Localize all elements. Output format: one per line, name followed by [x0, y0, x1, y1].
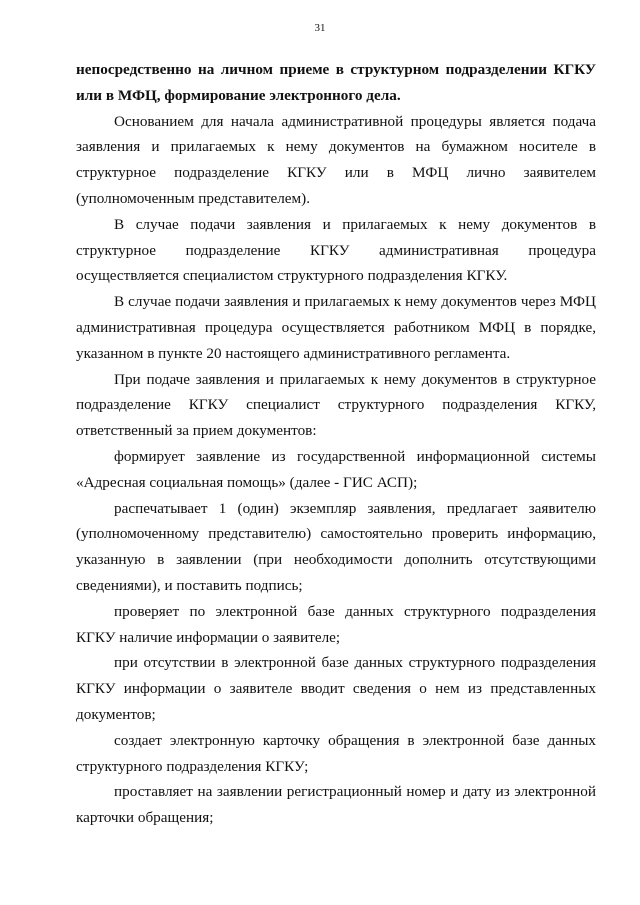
paragraph-kgku-submission: В случае подачи заявления и прилагаемых к нему документов в структурное подразделение КГКУ административная процедура осуществляется специалистом структурного подразделения КГКУ. — [76, 215, 596, 285]
paragraph-continuation-heading: непосредственно на личном приеме в структурном подразделении КГКУ или в МФЦ, формирование электронного дела. — [76, 61, 596, 104]
paragraph-basis: Основанием для начала административной процедуры является подача заявления и прилагаемых к нему документов на бумажном носителе в структурное подразделение КГКУ или в МФЦ лично заявителем (уполномоченным представителем). — [76, 112, 596, 207]
list-item-form-application: формирует заявление из государственной информационной системы «Адресная социальная помощь» (далее - ГИС АСП); — [76, 447, 596, 491]
list-item-create-card: создает электронную карточку обращения в электронной базе данных структурного подразделения КГКУ; — [76, 731, 596, 775]
document-body — [76, 57, 596, 831]
list-item-check-database: проверяет по электронной базе данных структурного подразделения КГКУ наличие информации о заявителе; — [76, 602, 596, 646]
paragraph-mfc-submission: В случае подачи заявления и прилагаемых к нему документов через МФЦ административная процедура осуществляется работником МФЦ в порядке, указанном в пункте 20 настоящего административного регламента. — [76, 293, 596, 362]
paragraph-specialist-duties: При подаче заявления и прилагаемых к нему документов в структурное подразделение КГКУ специалист структурного подразделения КГКУ, ответственный за прием документов: — [76, 370, 596, 440]
list-item-registration-number: проставляет на заявлении регистрационный номер и дату из электронной карточки обращения; — [76, 783, 596, 827]
list-item-enter-data: при отсутствии в электронной базе данных структурного подразделения КГКУ информации о заявителе вводит сведения о нем из представленных документов; — [76, 654, 596, 723]
page-number: 31 — [314, 22, 326, 34]
list-item-print-application: распечатывает 1 (один) экземпляр заявления, предлагает заявителю (уполномоченному представителю) самостоятельно проверить информацию, указанную в заявлении (при необходимости дополнить отсутствующими сведениями), и поставить подпись; — [76, 499, 596, 594]
